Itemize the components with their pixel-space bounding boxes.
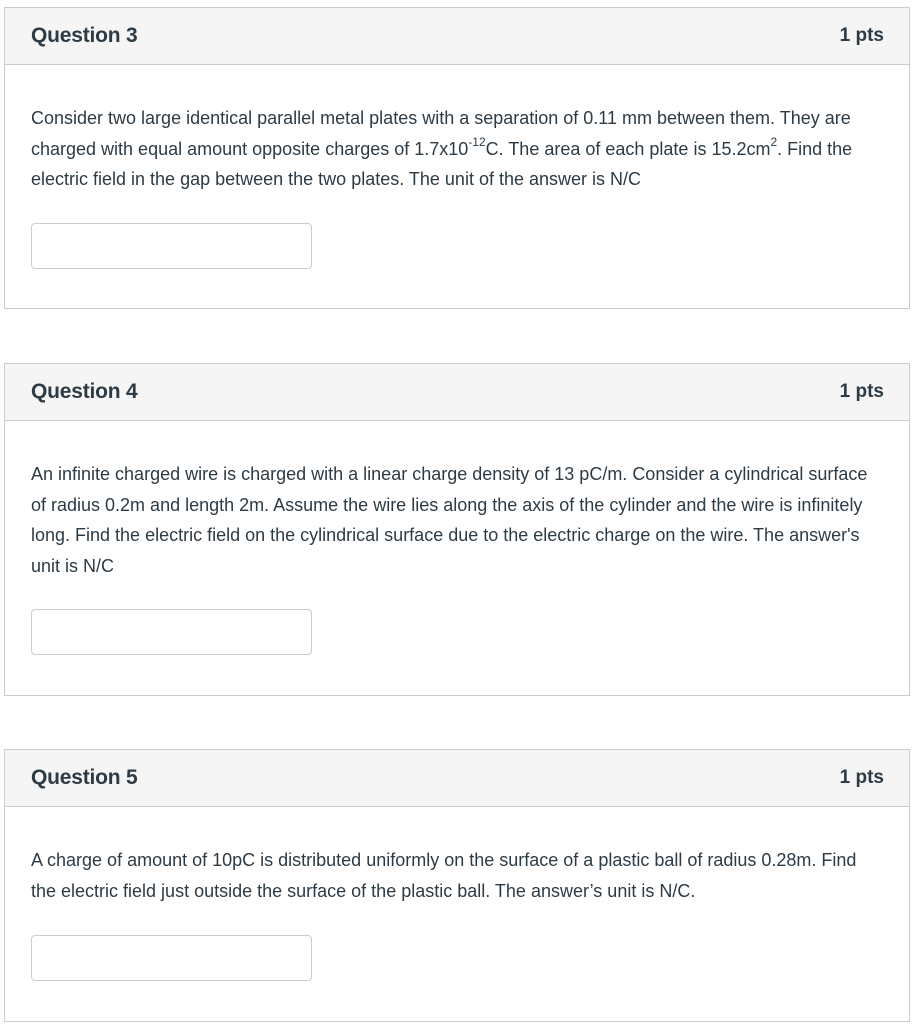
answer-input[interactable] [31,223,312,269]
question-3 [4,7,910,309]
question-text: An infinite charged wire is charged with a linear charge density of 13 pC/m. Consider a cylindrical surface of radius 0.2m and length 2m. Assume the wire lies along the axis of the cylinder and the wire is infinitely long. Find the electric field on the cylindrical surface due to the electric charge on the wire. The answer's unit is N/C [31,464,868,576]
answer-input[interactable] [31,935,312,981]
question-header [5,750,909,807]
question-text [31,103,885,195]
question-body [5,807,909,906]
question-5 [4,749,910,1022]
question-text: A charge of amount of 10pC is distributed uniformly on the surface of a plastic ball of radius 0.28m. Find the electric field just outside the surface of the plastic ball. The answer’s unit is N/C. [31,850,857,901]
question-title: Question 4 [31,380,138,403]
question-points: 1 pts [839,25,884,46]
question-points: 1 pts [839,381,884,402]
superscript-exponent: 2 [770,134,778,149]
question-points: 1 pts [839,767,884,788]
question-text-part: Consider two large identical parallel metal plates with a separation of 0.11 mm between them. They are charged with equal amount opposite charges of 1.7x10 [31,108,851,159]
question-text-part: C. The area of each plate is 15.2cm [485,138,771,159]
question-body [5,65,909,195]
question-body [5,421,909,581]
superscript-exponent: -12 [468,134,486,149]
answer-input[interactable] [31,609,312,655]
question-text-part: . Find the electric field in the gap between the two plates. The unit of the answer is N/C [31,138,853,189]
question-4 [4,363,910,696]
question-title: Question 5 [31,766,138,789]
question-header [5,8,909,65]
question-header [5,364,909,421]
question-title: Question 3 [31,24,138,47]
